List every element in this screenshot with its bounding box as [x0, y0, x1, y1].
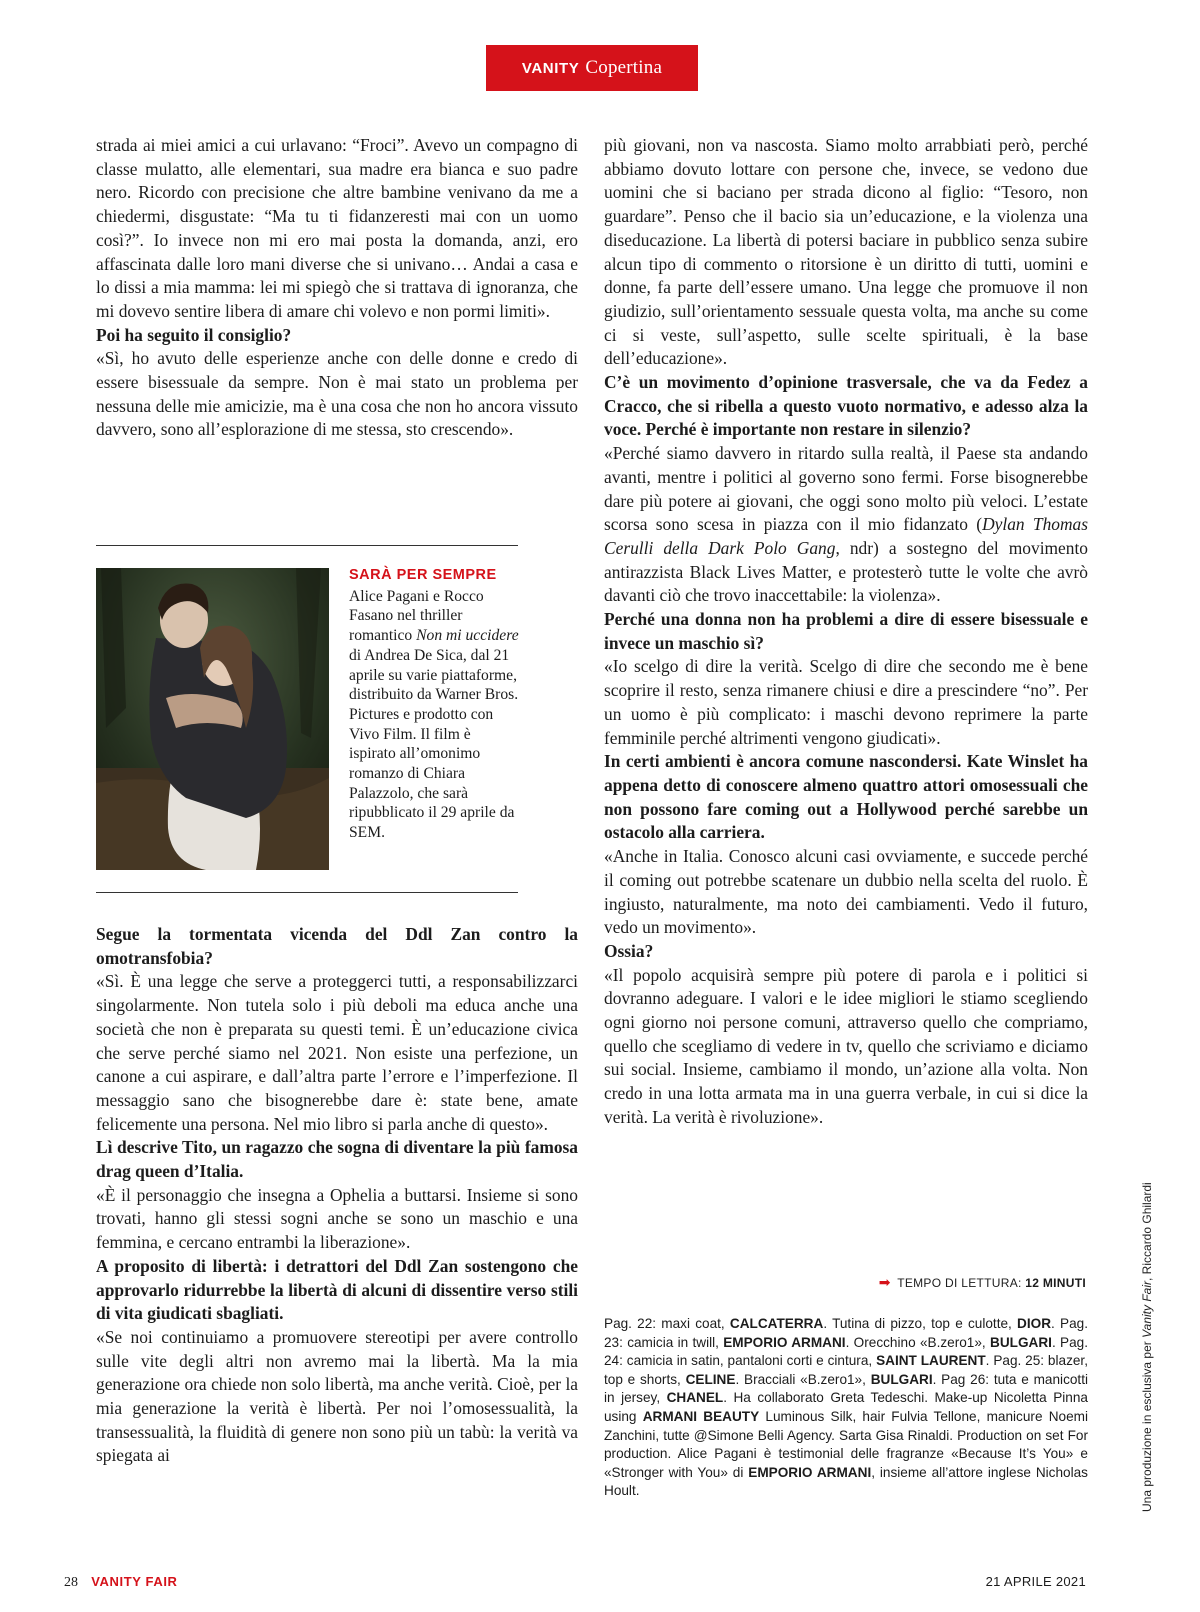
credit-brand: EMPORIO ARMANI	[748, 1464, 872, 1480]
left-column-top	[96, 134, 578, 442]
credit-text: . Pag. 23: camicia in twill,	[604, 1316, 1088, 1350]
photo-credit-part: Una produzione in esclusiva per	[1140, 1337, 1154, 1512]
credit-text: . Orecchino «B.zero1»,	[845, 1334, 990, 1350]
credit-brand: BULGARI	[990, 1334, 1052, 1350]
answer-paragraph: più giovani, non va nascosta. Siamo molto arrabbiati però, perché abbiamo dovuto lottare con persone che, invece, se vedono due uomini che si baciano per strada dicono al figlio: “Tesoro, non guardare”. Penso che il bacio sia un’educazione, e la violenza una diseducazione. La libertà di potersi baciare in pubblico senza subire alcun tipo di commento o ritorsione è un diritto di tutti, uomini e donne, fa parte dell’essere umano. Una legge che promuove il non giudizio, sull’orientamento sessuale questa volta, ma anche su come ci si veste, sull’aspetto, sulle scelte spirituali, è la base dell’educazione».	[604, 135, 1088, 369]
answer-paragraph: «Sì, ho avuto delle esperienze anche con delle donne e credo di essere bisessuale da sempre. Non è mai stato un problema per nessuna delle mie amicizie, ma è una cosa che non ho ancora vissuto davvero, sono all’esplorazione di me stessa, sto crescendo».	[96, 348, 578, 440]
credit-text: . Bracciali «B.zero1»,	[735, 1371, 871, 1387]
credit-brand: CALCATERRA	[729, 1316, 824, 1331]
credit-brand: ARMANI BEAUTY	[642, 1408, 760, 1424]
credit-brand: CELINE	[685, 1371, 736, 1387]
credit-brand: CHANEL	[666, 1390, 724, 1406]
credit-text: . Pag. 25: blazer, top e shorts,	[604, 1353, 1088, 1387]
answer-paragraph: «Se noi continuiamo a promuovere stereotipi per avere controllo sulle vite degli altri non avremo mai la libertà. Ma la mia generazione ora chiede non solo libertà, ma anche verità. Cioè, per la mia generazione la verità è libertà. Per noi l’omosessualità, la transessualità, la fluidità di genere non sono più un tabù: la verità va spiegata ai	[96, 1326, 578, 1466]
photo-caption-box	[96, 545, 518, 893]
credit-text: . Pag 26: tuta e manicotti in jersey,	[604, 1371, 1088, 1406]
page-number: 28	[64, 1575, 78, 1590]
question-paragraph: Poi ha seguito il consiglio?	[96, 324, 292, 345]
credit-text: , insieme all’attore inglese Nicholas Hoult.	[604, 1464, 1088, 1499]
credit-text: . Ha collaborato Greta Tedeschi. Make-up Nicoletta Pinna using	[604, 1390, 1088, 1424]
fashion-credits	[604, 1315, 1088, 1501]
photo-caption	[349, 566, 519, 843]
right-column	[604, 134, 1088, 1130]
answer-paragraph	[604, 442, 1088, 608]
header-section: Copertina	[585, 57, 663, 78]
question-paragraph: Ossia?	[604, 940, 654, 961]
caption-text-part: Alice Pagani e Rocco Fasano nel thriller romantico	[349, 587, 484, 645]
answer-paragraph: «Anche in Italia. Conosco alcuni casi ovviamente, e succede perché il coming out potrebbe scatenare un dubbio nella scelta del ruolo. È ingiusto, naturalmente, ma noto dei cambiamenti. Vedo il futuro, vedo un movimento».	[604, 846, 1088, 938]
answer-paragraph: «Il popolo acquisirà sempre più potere di parola e i politici si dovranno adeguare. I valori e le idee migliori le stiamo scegliendo ogni giorno noi persone comuni, attraverso quello che compriamo, quello che scegliamo di vedere in tv, quello che scriviamo e diciamo sui social. Insieme, cambiamo il mondo, un’azione alla volta. Non credo in una lotta armata ma in una guerra verbale, in cui si dice la verità. La verità è rivoluzione».	[604, 964, 1088, 1127]
question-paragraph: Segue la tormentata vicenda del Ddl Zan contro la omotransfobia?	[96, 924, 578, 968]
magazine-name: VANITY FAIR	[91, 1574, 178, 1589]
credit-text: . Tutina di pizzo, top e culotte,	[823, 1316, 1018, 1331]
answer-paragraph: «Io scelgo di dire la verità. Scelgo di dire che secondo me è bene scoprire il resto, senza rimanere chiusi e dire a prescindere “no”. Per un uomo è più complicato: i maschi devono reprimere la parte femminile perché altrimenti vengono giudicati».	[604, 656, 1088, 748]
question-paragraph: Lì descrive Tito, un ragazzo che sogna di diventare la più famosa drag queen d’Italia.	[96, 1137, 578, 1182]
reading-time-label: TEMPO DI LETTURA:	[897, 1276, 1022, 1290]
answer-italic-part: Dylan Thomas Cerulli della Dark Polo Gang	[604, 514, 1088, 558]
credit-text: Luminous Silk, hair Fulvia Tellone, manicure Noemi Zanchini, tutte @Simone Belli Agency. Sarta Gisa Rinaldi. Production on set For production. Alice Pagani è testimonial delle fragranze «Because It’s You» e «Stronger with You» di	[604, 1408, 1088, 1480]
photo-credit-magazine: Vanity Fair	[1140, 1280, 1154, 1338]
photo-credit-part: , Riccardo Ghilardi	[1140, 1182, 1154, 1281]
answer-paragraph: «È il personaggio che insegna a Ophelia a buttarsi. Insieme si sono trovati, hanno gli stessi sogni anche se sono un maschio e una femmina, e cercano entrambi la liberazione».	[96, 1184, 578, 1253]
caption-film-title: Non mi uccidere	[416, 627, 519, 645]
photo-credit-vertical	[1140, 1182, 1154, 1512]
issue-date: 21 APRILE 2021	[985, 1574, 1086, 1589]
header-brand: VANITY	[521, 59, 580, 77]
credit-brand: DIOR	[1017, 1316, 1052, 1331]
film-still-photo	[96, 568, 329, 870]
credit-text: Pag. 22: maxi coat,	[604, 1316, 730, 1331]
credit-text: . Pag. 24: camicia in satin, pantaloni corti e cintura,	[604, 1334, 1088, 1369]
arrow-right-icon: ➡	[878, 1274, 891, 1290]
film-still-illustration	[96, 568, 329, 870]
page-footer-left	[64, 1574, 178, 1591]
section-header-badge	[486, 45, 698, 91]
question-paragraph: A proposito di libertà: i detrattori del Ddl Zan sostengono che approvarlo ridurrebbe la libertà di alcuni di dissentire verso stili di vita giudicati sbagliati.	[96, 1255, 578, 1324]
question-paragraph: Perché una donna non ha problemi a dire di essere bisessuale e invece un maschio sì?	[604, 609, 1088, 653]
answer-paragraph: strada ai miei amici a cui urlavano: “Froci”. Avevo un compagno di classe mulatto, alle elementari, sua madre era bianca e suo padre nero. Ricordo con precisione che altre bambine venivano da me a chiedermi, disgustate: “Ma tu ti fidanzeresti mai con un uomo così?”. Io invece non mi ero mai posta la domanda, anzi, ero affascinata dalle loro mani diverse che si univano… Andai a casa e lo dissi a mia mamma: lei mi spiegò che si trattava di ignoranza, che mi dovevo sentire libera di amare chi volevo e non pormi limiti».	[96, 135, 578, 321]
answer-paragraph: «Sì. È una legge che serve a proteggerci tutti, a responsabilizzarci singolarmente. Non tutela solo i più deboli ma educa anche una società che non è preparata su questi temi. È un’educazione civica che serve perché siamo nel 2021. Non esiste una perfezione, un canone a cui aspirare, e dall’altra parte l’errore e l’imperfezione. Il messaggio sano che bisognerebbe dare è: state bene, amate felicemente una persona. Nel mio libro si parla anche di questo».	[96, 971, 578, 1134]
credit-brand: EMPORIO ARMANI	[723, 1334, 846, 1350]
credit-brand: BULGARI	[870, 1371, 933, 1387]
question-paragraph: C’è un movimento d’opinione trasversale, che va da Fedez a Cracco, che si ribella a questo vuoto normativo, e adesso alza la voce. Perché è importante non restare in silenzio?	[604, 372, 1088, 440]
caption-title: SARÀ PER SEMPRE	[349, 567, 497, 583]
answer-text-part: «Perché siamo davvero in ritardo sulla realtà, il Paese sta andando avanti, mentre i politici al governo sono fermi. Forse bisognerebbe dare più potere ai giovani, che oggi sono molto più veloci. L’estate scorsa sono scesa in piazza con il mio fidanzato (	[604, 443, 1088, 535]
reading-time-value: 12 MINUTI	[1025, 1276, 1086, 1290]
answer-text-part: , ndr) a sostegno del movimento antirazzista Black Lives Matter, e protesterò tutte le volte che avrò davanti ciò che trovo inaccettabile: la violenza».	[604, 537, 1089, 606]
caption-text-part: di Andrea De Sica, dal 21 aprile su varie piattaforme, distribuito da Warner Bros. Pictures e prodotto con Vivo Film. Il film è ispirato all’omonimo romanzo di Chiara Palazzolo, che sarà ripubblicato il 29 aprile da SEM.	[349, 646, 519, 842]
reading-time	[870, 1274, 1086, 1291]
question-paragraph: In certi ambienti è ancora comune nascondersi. Kate Winslet ha appena detto di conoscere almeno quattro attori omosessuali che non possono fare coming out a Hollywood perché sarebbe un ostacolo alla carriera.	[604, 751, 1088, 843]
credit-brand: SAINT LAURENT	[876, 1353, 986, 1369]
left-column-bottom	[96, 923, 578, 1468]
